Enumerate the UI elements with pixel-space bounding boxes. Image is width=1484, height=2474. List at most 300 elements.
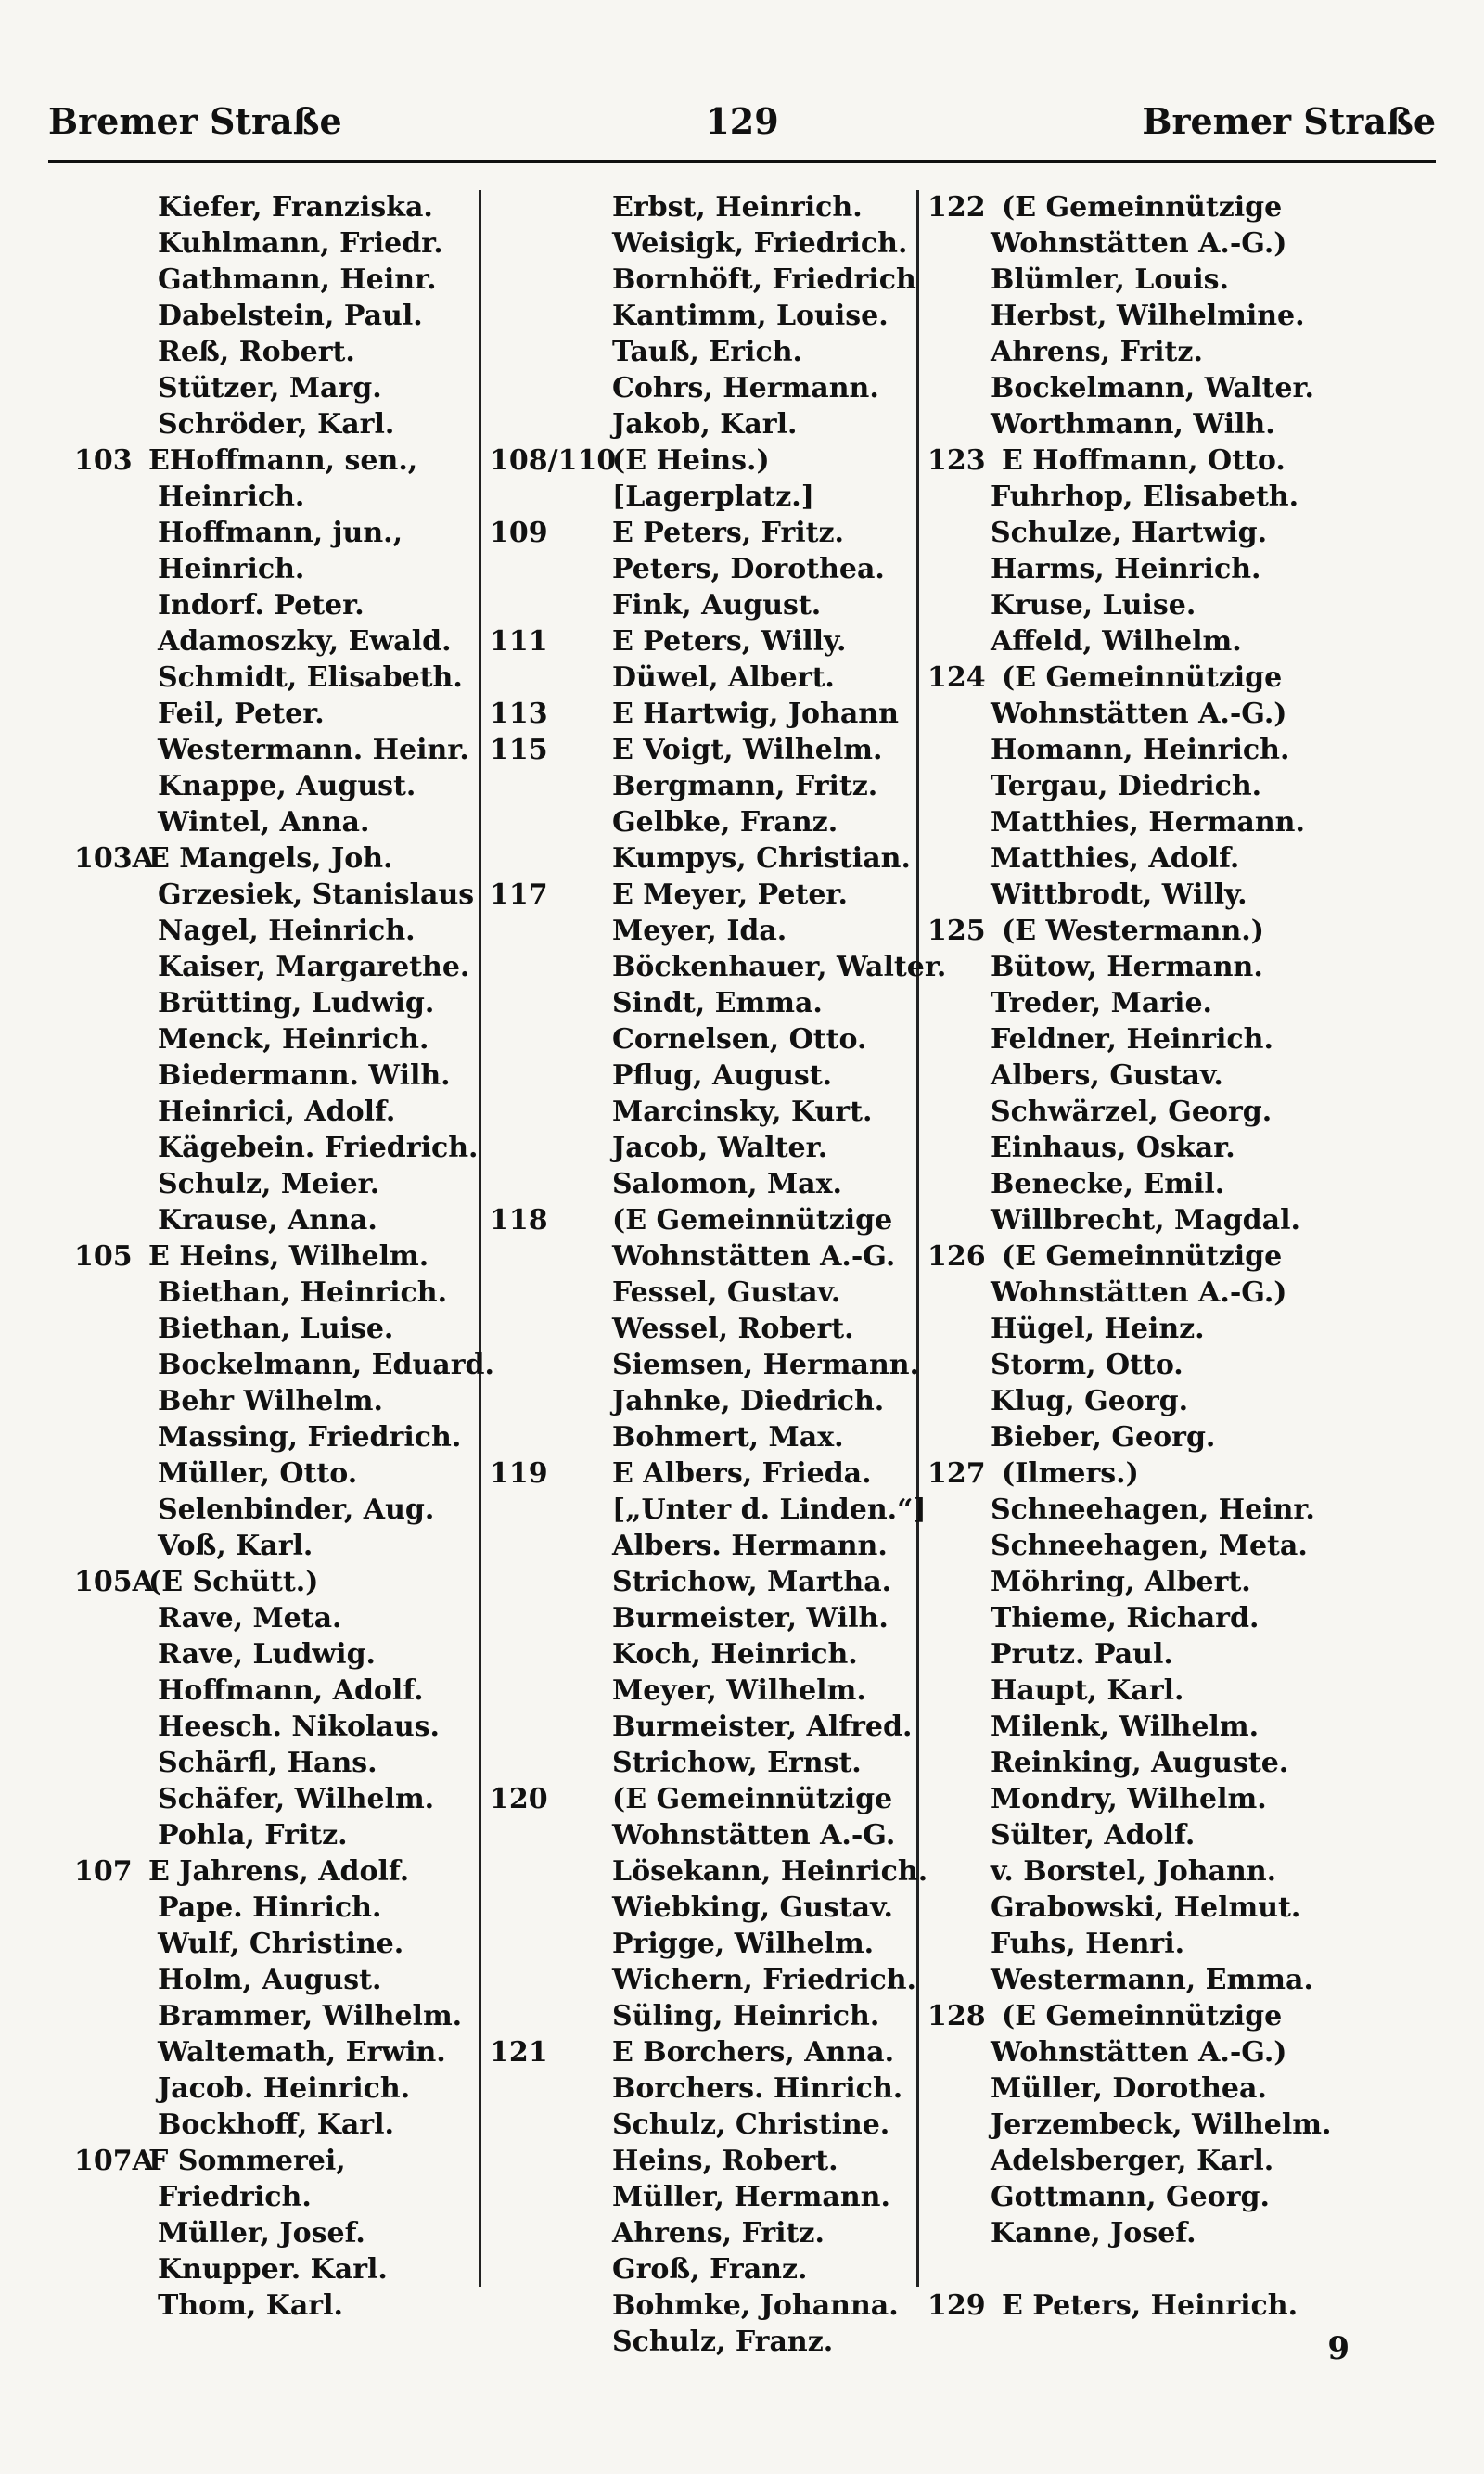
entry-text: Erbst, Heinrich. [612, 191, 863, 224]
entry-text: Marcinsky, Kurt. [612, 1096, 873, 1128]
resident-entry [928, 1311, 1447, 1347]
house-number: 103A [74, 842, 154, 875]
entry-text: Siemsen, Hermann. [612, 1349, 920, 1381]
house-entry [928, 913, 1447, 949]
house-number: 128 [928, 2000, 986, 2032]
resident-entry [490, 840, 912, 877]
entry-text: Schulz, Christine. [612, 2109, 890, 2141]
entry-text: Schneehagen, Meta. [991, 1530, 1308, 1562]
entry-text: Fuhs, Henri. [991, 1928, 1185, 1960]
house-entry [490, 442, 912, 479]
entry-text: Bieber, Georg. [991, 1421, 1216, 1454]
resident-entry [928, 732, 1447, 768]
house-entry [74, 2143, 473, 2179]
house-entry [74, 1238, 473, 1275]
entry-text: Waltemath, Erwin. [158, 2036, 446, 2069]
resident-entry [490, 1709, 912, 1745]
entry-text: [Lagerplatz.] [612, 481, 814, 513]
entry-text: Milenk, Wilhelm. [991, 1711, 1260, 1743]
resident-entry [928, 1673, 1447, 1709]
entry-text: E Mangels, Joh. [148, 842, 393, 875]
entry-text: Jerzembeck, Wilhelm. [991, 2109, 1332, 2141]
entry-text: Affeld, Wilhelm. [991, 625, 1242, 658]
resident-entry [928, 1781, 1447, 1817]
resident-entry [74, 1600, 473, 1636]
entry-text: E Heins, Wilhelm. [148, 1240, 429, 1273]
resident-entry [928, 1853, 1447, 1890]
resident-entry [74, 1781, 473, 1817]
resident-entry [74, 370, 473, 406]
resident-entry [928, 1926, 1447, 1962]
house-entry [928, 189, 1447, 225]
resident-entry [490, 1890, 912, 1926]
entry-text: Prigge, Wilhelm. [612, 1928, 875, 1960]
entry-text: E Peters, Willy. [612, 625, 847, 658]
resident-entry [928, 2215, 1447, 2251]
entry-text: Kiefer, Franziska. [158, 191, 433, 224]
entry-text: Biedermann. Wilh. [158, 1059, 451, 1092]
resident-entry [74, 2251, 473, 2288]
house-entry [928, 1998, 1447, 2034]
resident-entry [74, 2215, 473, 2251]
resident-entry [490, 1275, 912, 1311]
entry-text: Heesch. Nikolaus. [158, 1711, 440, 1743]
resident-entry [74, 334, 473, 370]
resident-entry [74, 2179, 473, 2215]
entry-text: Matthies, Hermann. [991, 806, 1305, 839]
house-number: 107 [74, 1855, 133, 1888]
column-2 [490, 189, 947, 2358]
entry-text: Storm, Otto. [991, 1349, 1183, 1381]
column-3 [928, 189, 1447, 2322]
entry-text: Lösekann, Heinrich. [612, 1855, 928, 1888]
resident-entry [928, 1347, 1447, 1383]
entry-text: Stützer, Marg. [158, 372, 382, 404]
resident-entry [74, 1419, 473, 1455]
entry-text: Schröder, Karl. [158, 408, 395, 441]
entry-text: Kumpys, Christian. [612, 842, 911, 875]
entry-text: Borchers. Hinrich. [612, 2072, 903, 2105]
resident-entry [928, 1275, 1447, 1311]
entry-text: Herbst, Wilhelmine. [991, 300, 1305, 332]
resident-entry [74, 189, 473, 225]
resident-entry [74, 804, 473, 840]
entry-text: Heinrici, Adolf. [158, 1096, 396, 1128]
resident-entry [74, 1202, 473, 1238]
resident-entry [490, 262, 916, 298]
resident-entry [928, 587, 1447, 623]
resident-entry [74, 2034, 473, 2070]
resident-entry [74, 515, 473, 551]
entry-text: Meyer, Ida. [612, 915, 787, 947]
entry-text: Rave, Meta. [158, 1602, 342, 1634]
entry-text: Salomon, Max. [612, 1168, 842, 1200]
resident-entry [74, 1926, 473, 1962]
entry-text: Matthies, Adolf. [991, 842, 1240, 875]
resident-entry [490, 1166, 912, 1202]
resident-entry [490, 2179, 912, 2215]
resident-entry [490, 298, 912, 334]
resident-entry [928, 768, 1447, 804]
entry-text: Meyer, Wilhelm. [612, 1674, 866, 1707]
entry-text: Pflug, August. [612, 1059, 833, 1092]
resident-entry [74, 660, 473, 696]
resident-entry [74, 1998, 473, 2034]
resident-entry [74, 1021, 473, 1058]
resident-entry [490, 406, 912, 442]
entry-text: Burmeister, Alfred. [612, 1711, 913, 1743]
resident-entry [490, 334, 912, 370]
entry-text: Heinrich. [158, 553, 305, 585]
resident-entry [490, 1926, 912, 1962]
resident-entry [74, 1311, 473, 1347]
resident-entry [928, 1130, 1447, 1166]
resident-entry [490, 1094, 912, 1130]
resident-entry [74, 877, 473, 913]
resident-entry [490, 1817, 912, 1853]
entry-text: (E Gemeinnützige [1002, 2000, 1283, 2032]
entry-text: Pape. Hinrich. [158, 1891, 382, 1924]
house-entry [490, 732, 912, 768]
entry-text: Gelbke, Franz. [612, 806, 838, 839]
resident-entry [928, 949, 1447, 985]
entry-text: Wohnstätten A.-G.) [991, 1276, 1287, 1309]
resident-entry [74, 949, 473, 985]
resident-entry [74, 1347, 494, 1383]
entry-text: (E Heins.) [612, 444, 770, 477]
resident-entry [490, 2215, 912, 2251]
entry-text: (E Gemeinnützige [1002, 191, 1283, 224]
resident-entry [490, 189, 912, 225]
resident-entry [928, 1419, 1447, 1455]
resident-entry [74, 1890, 473, 1926]
resident-entry [928, 1202, 1447, 1238]
house-entry [74, 1564, 473, 1600]
entry-text: Thieme, Richard. [991, 1602, 1260, 1634]
entry-text: Wohnstätten A.-G.) [991, 698, 1287, 730]
entry-text: Süling, Heinrich. [612, 2000, 880, 2032]
entry-text: Tergau, Diedrich. [991, 770, 1262, 802]
column-divider [479, 190, 481, 2287]
resident-entry [74, 551, 473, 587]
resident-entry [490, 1311, 912, 1347]
house-number: 113 [490, 698, 548, 730]
resident-entry [928, 696, 1447, 732]
resident-entry [928, 2034, 1447, 2070]
entry-text: Jacob. Heinrich. [158, 2072, 411, 2105]
entry-text: Bockelmann, Walter. [991, 372, 1314, 404]
entry-text: Schärfl, Hans. [158, 1747, 377, 1779]
entry-text: Schneehagen, Heinr. [991, 1493, 1315, 1526]
entry-text: Prutz. Paul. [991, 1638, 1173, 1671]
entry-text: Schwärzel, Georg. [991, 1096, 1273, 1128]
entry-text: Müller, Hermann. [612, 2181, 890, 2213]
resident-entry [490, 225, 912, 262]
resident-entry [74, 1166, 473, 1202]
entry-text: Massing, Friedrich. [158, 1421, 462, 1454]
resident-entry [74, 1745, 473, 1781]
entry-text: Nagel, Heinrich. [158, 915, 416, 947]
house-entry [490, 877, 912, 913]
resident-entry [74, 623, 473, 660]
house-entry [928, 442, 1447, 479]
resident-entry [490, 1419, 912, 1455]
house-number: 121 [490, 2036, 548, 2069]
resident-entry [74, 2070, 473, 2107]
house-number: 105 [74, 1240, 133, 1273]
house-entry [928, 1455, 1447, 1492]
house-number: 103 [74, 444, 133, 477]
resident-entry [928, 840, 1447, 877]
resident-entry [490, 985, 912, 1021]
entry-text: Kägebein. Friedrich. [158, 1132, 479, 1164]
entry-text: Holm, August. [158, 1964, 382, 1996]
resident-entry [490, 660, 912, 696]
entry-text: Knappe, August. [158, 770, 416, 802]
resident-entry [928, 877, 1447, 913]
resident-entry [928, 479, 1447, 515]
resident-entry [928, 1817, 1447, 1853]
resident-entry [928, 2179, 1447, 2215]
resident-entry [490, 1998, 912, 2034]
resident-entry [74, 2107, 473, 2143]
house-entry [490, 515, 912, 551]
entry-text: Brammer, Wilhelm. [158, 2000, 463, 2032]
header-page-number: 129 [705, 100, 779, 142]
entry-text: Gathmann, Heinr. [158, 263, 437, 296]
entry-text: Müller, Otto. [158, 1457, 358, 1490]
entry-text: Fuhrhop, Elisabeth. [991, 481, 1299, 513]
entry-text: Blümler, Louis. [991, 263, 1229, 296]
resident-entry [490, 949, 947, 985]
entry-text: Schulze, Hartwig. [991, 517, 1268, 549]
resident-entry [74, 1817, 473, 1853]
entry-text: [„Unter d. Linden.“] [612, 1493, 927, 1526]
entry-text: Klug, Georg. [991, 1385, 1189, 1417]
resident-entry [928, 2107, 1447, 2143]
resident-entry [74, 1058, 473, 1094]
resident-entry [74, 2288, 473, 2324]
resident-entry [490, 1745, 912, 1781]
resident-entry [928, 804, 1447, 840]
house-number: 122 [928, 191, 986, 224]
resident-entry [490, 1383, 912, 1419]
entry-text: Feil, Peter. [158, 698, 325, 730]
resident-entry [74, 479, 473, 515]
house-entry [74, 442, 473, 479]
footer-page-number: 9 [1327, 2330, 1350, 2367]
resident-entry [928, 2251, 1447, 2288]
resident-entry [490, 1238, 912, 1275]
resident-entry [490, 1058, 912, 1094]
resident-entry [928, 1962, 1447, 1998]
entry-text: Mondry, Wilhelm. [991, 1783, 1267, 1815]
entry-text: Treder, Marie. [991, 987, 1212, 1019]
house-number: 109 [490, 517, 548, 549]
entry-text: Fessel, Gustav. [612, 1276, 841, 1309]
entry-text: v. Borstel, Johann. [991, 1855, 1277, 1888]
entry-text: Menck, Heinrich. [158, 1023, 429, 1056]
entry-text: Harms, Heinrich. [991, 553, 1261, 585]
entry-text: Möhring, Albert. [991, 1566, 1251, 1598]
resident-entry [928, 334, 1447, 370]
entry-text: E Albers, Frieda. [612, 1457, 872, 1490]
entry-text: Strichow, Martha. [612, 1566, 892, 1598]
entry-text: Wohnstätten A.-G.) [991, 2036, 1287, 2069]
house-entry [928, 2288, 1447, 2324]
entry-text: Biethan, Heinrich. [158, 1276, 448, 1309]
entry-text: Reinking, Auguste. [991, 1747, 1289, 1779]
house-number: 126 [928, 1240, 986, 1273]
house-number: 120 [490, 1783, 548, 1815]
resident-entry [74, 985, 473, 1021]
entry-text: Adamoszky, Ewald. [158, 625, 452, 658]
entry-text: F Sommerei, [148, 2145, 346, 2177]
house-number: 125 [928, 915, 986, 947]
entry-text: Tauß, Erich. [612, 336, 802, 368]
house-number: 111 [490, 625, 548, 658]
house-number: 105A [74, 1566, 154, 1598]
resident-entry [74, 768, 473, 804]
resident-entry [490, 551, 912, 587]
resident-entry [928, 1600, 1447, 1636]
entry-text: Jahnke, Diedrich. [612, 1385, 885, 1417]
house-entry [490, 1781, 912, 1817]
entry-text: Biethan, Luise. [158, 1313, 394, 1345]
header-street-right: Bremer Straße [1142, 100, 1436, 142]
resident-entry [928, 515, 1447, 551]
entry-text: E Voigt, Wilhelm. [612, 734, 883, 766]
resident-entry [74, 1383, 473, 1419]
resident-entry [928, 1094, 1447, 1130]
house-number: 124 [928, 661, 986, 694]
entry-text: (E Westermann.) [1002, 915, 1264, 947]
entry-text: Willbrecht, Magdal. [991, 1204, 1300, 1237]
house-entry [490, 696, 912, 732]
house-number: 129 [928, 2289, 986, 2322]
entry-text: Worthmann, Wilh. [991, 408, 1275, 441]
entry-text: Böckenhauer, Walter. [612, 951, 947, 983]
entry-text: Ahrens, Fritz. [991, 336, 1203, 368]
entry-text: Wiebking, Gustav. [612, 1891, 893, 1924]
resident-entry [74, 1962, 473, 1998]
entry-text: E Meyer, Peter. [612, 878, 848, 911]
entry-text: E Hartwig, Johann [612, 698, 899, 730]
resident-entry [74, 298, 473, 334]
resident-entry [490, 1130, 912, 1166]
entry-text: Kantimm, Louise. [612, 300, 889, 332]
house-entry [490, 2034, 912, 2070]
entry-text: Behr Wilhelm. [158, 1385, 383, 1417]
entry-text: Kanne, Josef. [991, 2217, 1196, 2250]
resident-entry [490, 2070, 912, 2107]
entry-text: Wichern, Friedrich. [612, 1964, 916, 1996]
entry-text: Ahrens, Fritz. [612, 2217, 825, 2250]
entry-text: Selenbinder, Aug. [158, 1493, 435, 1526]
house-number: 115 [490, 734, 548, 766]
entry-text: Fink, August. [612, 589, 822, 622]
entry-text: E Peters, Fritz. [612, 517, 844, 549]
entry-text: Reß, Robert. [158, 336, 355, 368]
resident-entry [490, 1673, 912, 1709]
house-entry [74, 840, 473, 877]
resident-entry [928, 2070, 1447, 2107]
resident-entry [928, 298, 1447, 334]
entry-text: Knupper. Karl. [158, 2253, 388, 2286]
resident-entry [490, 1492, 927, 1528]
entry-text: Düwel, Albert. [612, 661, 835, 694]
entry-text: Wulf, Christine. [158, 1928, 404, 1960]
entry-text: Wittbrodt, Willy. [991, 878, 1247, 911]
resident-entry [74, 406, 473, 442]
header-street-left: Bremer Straße [48, 100, 342, 142]
entry-text: Müller, Dorothea. [991, 2072, 1267, 2105]
resident-entry [490, 2143, 912, 2179]
entry-text: Jacob, Walter. [612, 1132, 828, 1164]
entry-text: Adelsberger, Karl. [991, 2145, 1274, 2177]
resident-entry [490, 1636, 912, 1673]
resident-entry [74, 262, 473, 298]
resident-entry [490, 1962, 916, 1998]
entry-text: Koch, Heinrich. [612, 1638, 858, 1671]
entry-text: E Peters, Heinrich. [1002, 2289, 1298, 2322]
entry-text: Heins, Robert. [612, 2145, 838, 2177]
house-entry [490, 1202, 912, 1238]
entry-text: EHoffmann, sen., [148, 444, 418, 477]
entry-text: Bockelmann, Eduard. [158, 1349, 494, 1381]
entry-text: Friedrich. [158, 2181, 312, 2213]
entry-text: Grzesiek, Stanislaus [158, 878, 475, 911]
resident-entry [928, 2143, 1447, 2179]
entry-text: Wessel, Robert. [612, 1313, 854, 1345]
entry-text: Cornelsen, Otto. [612, 1023, 867, 1056]
resident-entry [74, 1673, 473, 1709]
entry-text: (E Gemeinnützige [612, 1204, 893, 1237]
entry-text: Voß, Karl. [158, 1530, 313, 1562]
resident-entry [490, 2288, 912, 2324]
house-number: 119 [490, 1457, 548, 1490]
resident-entry [490, 1853, 928, 1890]
entry-text: Hügel, Heinz. [991, 1313, 1205, 1345]
resident-entry [928, 1564, 1447, 1600]
entry-text: Bornhöft, Friedrich [612, 263, 916, 296]
resident-entry [928, 1058, 1447, 1094]
entry-text: Bockhoff, Karl. [158, 2109, 394, 2141]
entry-text: Bohmert, Max. [612, 1421, 844, 1454]
entry-text: Albers, Gustav. [991, 1059, 1223, 1092]
entry-text: Grabowski, Helmut. [991, 1891, 1301, 1924]
entry-text: Krause, Anna. [158, 1204, 377, 1237]
resident-entry [928, 551, 1447, 587]
resident-entry [928, 1528, 1447, 1564]
entry-text: Haupt, Karl. [991, 1674, 1184, 1707]
entry-text: Westermann, Emma. [991, 1964, 1313, 1996]
entry-text: E Hoffmann, Otto. [1002, 444, 1286, 477]
entry-text: Bohmke, Johanna. [612, 2289, 899, 2322]
entry-text: Feldner, Heinrich. [991, 1023, 1273, 1056]
header-rule [48, 160, 1436, 163]
entry-text: Kuhlmann, Friedr. [158, 227, 443, 260]
entry-text: Groß, Franz. [612, 2253, 808, 2286]
entry-text: Thom, Karl. [158, 2289, 343, 2322]
resident-entry [74, 1275, 473, 1311]
entry-text: Bergmann, Fritz. [612, 770, 878, 802]
entry-text: Homann, Heinrich. [991, 734, 1290, 766]
entry-text: Einhaus, Oskar. [991, 1132, 1235, 1164]
entry-text: Kaiser, Margarethe. [158, 951, 470, 983]
entry-text: Cohrs, Hermann. [612, 372, 879, 404]
resident-entry [928, 1745, 1447, 1781]
